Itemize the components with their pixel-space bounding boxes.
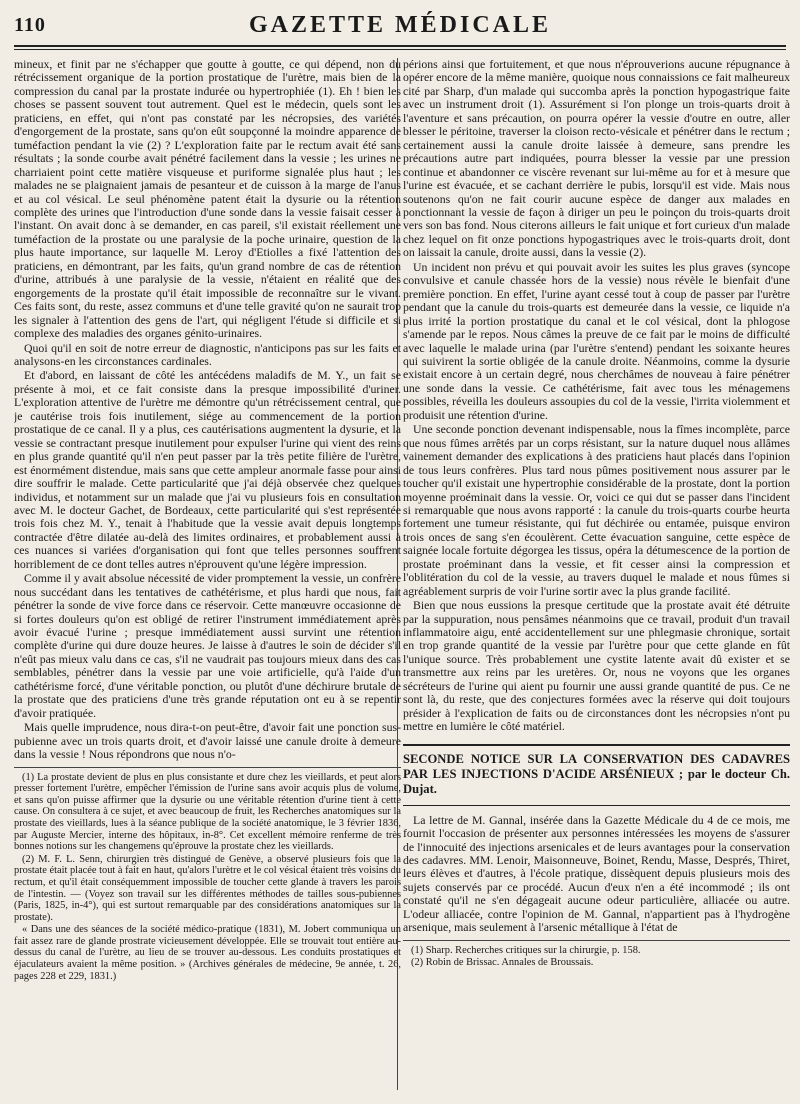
paragraph: Un incident non prévu et qui pouvait avoir les suites les plus graves (syncope convulsive et canule chassée hors de la vessie) nous révèle le bienfait d'une première ponction. En effet, l'urine ayant cessé tout à coup de passer par l'urètre pendant que la canule du trois-quarts est demeurée dans la vessie, ce liquide n'a plus irrité la portion prostatique du canal et le col vésical, dont la phlogose s'amende par le repos. Nous câmes la preuve de ce fait par le moins de difficulté avec laquelle le malade urina (par l'urètre s'entend) pendant les soixante heures qui suivirent la sortie obligée de la canule droite. Néanmoins, comme la dysurie existait encore à un certain degré, nous cherchâmes de nouveau à faire pénétrer une sonde dans la vessie. Ce cathétérisme, fait avec tous les ménagemens possibles, réveilla les douleurs assoupies du col de la vessie, l'irrita violemment et produisit une rétention d'urine. — [403, 259, 790, 422]
paragraph: Quoi qu'il en soit de notre erreur de diagnostic, n'anticipons pas sur les faits et analysons-en les circonstances cardinales. — [14, 340, 401, 368]
page-header — [14, 12, 786, 48]
footnote: (1) Sharp. Recherches critiques sur la chirurgie, p. 158. — [411, 944, 641, 956]
footnote: (2) Robin de Brissac. Annales de Broussais. — [411, 957, 594, 969]
paragraph: Comme il y avait absolue nécessité de vider promptement la vessie, un confrère nous succédant dans les tentatives de cathétérisme, et plus hardi que nous, fait pénétrer la sonde de vive force dans ce réservoir. Cette manœuvre occasionne de si fortes douleurs qu'on est obligé de retirer l'instrument immédiatement après avoir évacué l'urine ; presque immédiatement aussi survint une rétention complète d'urine qui dure douze heures. Je laisse à d'autres le soin de décider s'il n'eût pas mieux valu dans ce cas, s'il ne vaudrait pas toujours mieux dans des cas semblables, pénétrer dans la vessie par une voie artificielle, qu'à l'aide d'un cathétérisme forcé, d'une véritable ponction, ou plutôt d'une déchirure brutale de la prostate que des praticiens d'une très grande réputation ont eu à se repentir d'avoir pratiquée. — [14, 571, 401, 720]
footnote: « Dans une des séances de la société médico-pratique (1831), M. Jobert communiqua un fait assez rare de glande prostrate vicieusement développée. Elle se trouvait tout entière au-dessus du canal de l'urètre, au lieu de se trouver au-dessous. Les conduits prostatiques et éjaculateurs avaient la même position. » (Archives générales de médecine, 9e année, t. 26, pages 228 et 229, 1831.) — [14, 924, 401, 982]
section-heading: SECONDE NOTICE SUR LA CONSERVATION DES CADAVRES PAR LES INJECTIONS D'ACIDE ARSÉNIEUX ; par le docteur Ch. Dujat. — [403, 751, 790, 796]
footnote-separator — [14, 767, 401, 768]
paragraph: Mais quelle imprudence, nous dira-t-on peut-être, d'avoir fait une ponction sus-pubienne avec un trois quarts droit, et d'avoir laissé une canule droite à demeure dans la vessie ! Nous répondrons que nous n'o- — [14, 720, 401, 762]
paragraph: mineux, et finit par ne s'échapper que goutte à goutte, ce qui dépend, non du rétrécissement organique de la portion prostatique de l'urètre, mais bien de la compression du canal par la prostate indurée ou hypertrophiée (1). Eh ! bien les choses se passent souvent tout autrement. Quel est le médecin, quels sont les praticiens, en effet, qui n'ont pas constaté par les nécropsies, des variétés d'engorgement de la prostate, sans qu'on eût soupçonné la moindre apparence de tuméfaction pendant la vie (2) ? L'exploration faite par le rectum avait été sans résultats ; la sonde courbe avait pénétré facilement dans la vessie ; les urines ne charriaient point cette matière visqueuse et puriforme signalée plus haut ; les malades ne se plaignaient jamais de pesanteur et de cuisson à la marge de l'anus et au col vésical. Le seul phénomène patent était la dysurie ou la rétention complète des urines que l'introduction d'une sonde dans la vessie faisait cesser à l'instant. On avait donc à se demander, en cas pareil, s'il existait réellement une tuméfaction de la prostate ou une paralysie de la poche urinaire, question de la plus haute importance, sur laquelle M. Leroy d'Etiolles a fixé l'attention des praticiens, en démontrant, par les faits, qu'un grand nombre de cas de rétention d'urine, attribués à une paralysie de la vessie, n'étaient en réalité que des engorgements de la prostate qu'il était impossible de reconnaître sur le vivant. Ces faits sont, du reste, assez communs et d'une telle gravité qu'on ne saurait trop les signaler à l'attention des gens de l'art, qui négligent l'étude si difficile et si complexe des maladies des organes génito-urinaires. — [14, 58, 401, 341]
footnote: (1) La prostate devient de plus en plus consistante et dure chez les vieillards, et peut alors presser fortement l'urètre, empêcher l'émission de l'urine sans avoir acquis plus de volume, et sans qu'on puisse affirmer que la dysurie ou une véritable rétention d'urine tient à cette cause. On consultera à ce sujet, et avec beaucoup de fruit, les Recherches anatomiques sur la prostate des vieillards, lues à la séance publique de la société anatomique, le 3 février 1836, par Auguste Mercier, interne des hôpitaux, in-8°. Cet excellent mémoire renferme de très bonnes notions sur les changemens qu'éprouve la prostate chez les vieillards. — [14, 771, 401, 853]
section-heading-rule — [403, 805, 790, 806]
paragraph: Une seconde ponction devenant indispensable, nous la fîmes incomplète, parce que nous fûmes arrêtés par un corps résistant, sur la nature duquel nous allâmes vainement demander des explications à des praticiens haut placés dans l'opinion de tous leurs confrères. Plus tard nous pûmes positivement nous assurer par le toucher qu'il existait une hypertrophie considérable de la prostate, dont la portion moyenne proéminait dans la vessie. Or, voici ce qui dut se passer dans l'incident si remarquable que nous avons rapporté : la canule du trois-quarts courbe heurta fortement une tumeur résistante, qui fut déchirée ou entamée, puisque environ trois onces de sang s'en écoulèrent. Cette évacuation sanguine, cette espèce de saignée locale fortuite dégorgea les tissus, opéra la détumescence de la portion de prostate proéminant dans la vessie, et fit cesser ainsi la compression et l'oblitération du col de la vessie, au travers duquel le malade et nous fûmes si agréablement surpris de voir l'urine sortir avec la plus grande facilité. — [403, 422, 790, 598]
header-rule — [14, 45, 786, 47]
journal-title: GAZETTE MÉDICALE — [248, 12, 552, 38]
page-number: 110 — [14, 14, 46, 36]
section-separator — [403, 744, 790, 746]
header-rule-thin — [14, 49, 786, 50]
paragraph: Et d'abord, en laissant de côté les antécédens maladifs de M. Y., un fait se présente à moi, et ce fait consiste dans la presque impossibilité d'uriner. L'exploration attentive de l'urètre me démontre qu'un rétrécissement central, que je cautérise trois fois inutilement, siége au commencement de la portion prostatique de ce canal. Il y a plus, ces cautérisations augmentent la dysurie, et la vessie se contractant presque inutilement pour expulser l'urine qui vient des reins en plus grande quantité qu'il n'en peut passer par la très petite filière de l'urètre, est énormément distendue, mais sans que cette ampleur anormale fasse pour ainsi dire souffrir le malade. Cette particularité que j'ai déjà observée chez quelques individus, et notamment sur un malade que j'ai vu plusieurs fois en consultation avec M. le docteur Gachet, de Bordeaux, cette particularité qui s'est représentée trois fois chez M. Y., tenait à l'habitude que la vessie avait depuis longtemps contractée d'être dilatée au-delà des limites ordinaires, et probablement aussi à ces nuances si variées d'organisation qui font que telles personnes souffrent horriblement de ce dont telles autres n'éprouvent qu'une légère impression. — [14, 368, 401, 571]
paragraph: périons ainsi que fortuitement, et que nous n'éprouverions aucune répugnance à opérer encore de la même manière, quoique nous connaissions ce fait malheureux cité par Sharp, d'un malade qui succomba après la ponction hypogastrique faite avec un instrument droit (1). Assurément si l'on plonge un trois-quarts droit à l'aventure et sans précaution, on pourra opérer la vessie d'outre en outre, aller blesser le péritoine, traverser la cloison recto-vésicale et pénétrer dans le rectum ; certainement aussi la canule droite laissée à demeure, sans prendre les précautions autre part indiquées, pourra blesser la vessie par une pression continue et abandonner ce viscère revenant sur lui-même au for et à mesure que l'urine est évacuée, et se cachant derrière le pubis, lorsqu'il est vide. Mais nous soutenons qu'on ne fait courir aucune espèce de danger aux malades en ponctionnant la vessie de façon à diriger un peu le poinçon du trois-quarts droit vers son bas fond. Nous citerons ailleurs le fait unique et fort curieux d'un malade chez lequel on fit onze ponctions hypogastriques avec le trois-quarts droit, dont on laissait la canule, droite aussi, dans la vessie (2). — [403, 58, 790, 260]
left-column — [14, 58, 401, 1092]
right-column — [403, 58, 790, 1092]
footnote: (2) M. F. L. Senn, chirurgien très distingué de Genève, a observé plusieurs fois que la prostate était placée tout à fait en haut, qu'alors l'urètre et le col vésical étaient très voisins du rectum, et qu'il était conséquemment impossible de toucher cette glande à travers les parois de l'intestin. — (Voyez son travail sur les différentes méthodes de tailles sous-pubiennes (Paris, 1825, in-4°), qui est surtout remarquable par des considérations anatomiques sur la prostate). — [14, 853, 401, 923]
paragraph: Bien que nous eussions la presque certitude que la prostate avait été détruite par la suppuration, nous pensâmes néanmoins que ce travail, produit d'un travail inflammatoire aigu, enté accidentellement sur une phlegmasie chronique, sortait en trop grande quantité de la vessie par l'urètre pour que cette glande en fût l'unique source. Très probablement une cystite latente avait dû exister et se transmettre aux reins par les uretères. Or, nous ne voyons que les organes sécréteurs de l'urine qui aient pu fournir une aussi grande quantité de pus. Ce ne sont là, du reste, que des conjectures formées avec la réserve qui doit toujours présider à l'explication de faits ou de circonstances dont les nécropsies n'ont pu mettre en lumière le côté matériel. — [403, 598, 790, 734]
footnote-separator — [403, 940, 790, 941]
paragraph: La lettre de M. Gannal, insérée dans la Gazette Médicale du 4 de ce mois, me fournit l'occasion de présenter aux personnes intéressées les moyens de s'assurer de l'innocuité des injections arsenicales et de leurs avantages pour la conservation des cadavres. MM. Lenoir, Maisonneuve, Boinet, Rendu, Masse, Després, Thiret, leurs élèves et d'autres, à l'école pratique, dissèquent depuis plusieurs mois des sujets conservés par ce procédé. Aucun d'eux n'en a été incommodé ; ils ont constaté qu'il ne s'en dégageait aucune odeur particulière, alliacée ou autre. L'odeur alliacée, contre l'opinion de M. Gannal, n'appartient pas à l'hydrogène arsenique, mais seulement à l'arsenic métallique à l'état de — [403, 812, 790, 935]
